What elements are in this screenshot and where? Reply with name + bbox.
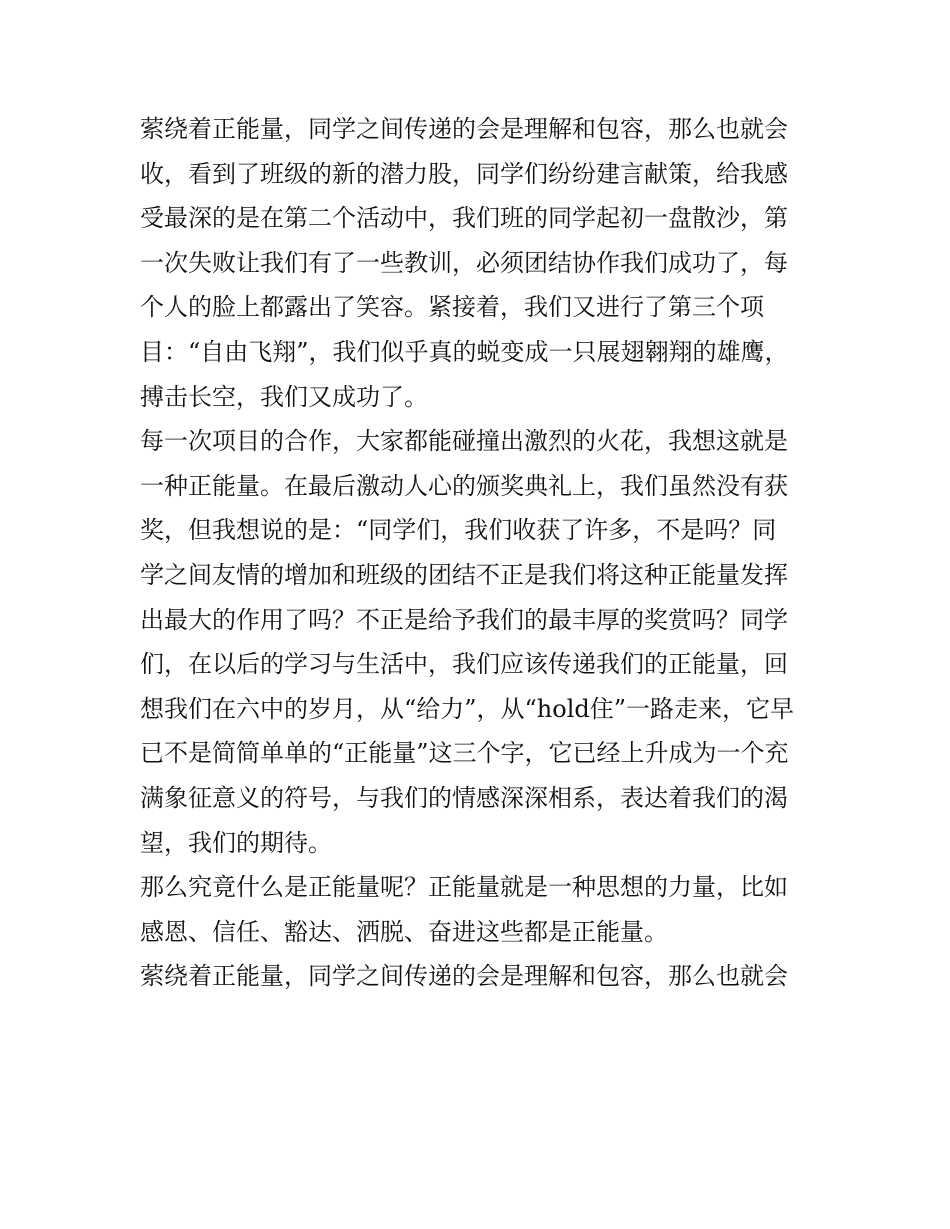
text-line: 收，看到了班级的新的潜力股，同学们纷纷建言献策，给我感	[140, 159, 788, 188]
text-line: 一种正能量。在最后激动人心的颁奖典礼上，我们虽然没有获	[140, 471, 788, 500]
text-line: 那么究竟什么是正能量呢？正能量就是一种思想的力量，比如	[140, 873, 788, 902]
text-line: 奖，但我想说的是：“同学们，我们收获了许多，不是吗？同	[140, 516, 777, 545]
text-line: 想我们在六中的岁月，从“给力”，从“hold住”一路走来，它早	[140, 694, 795, 723]
text-line: 搏击长空，我们又成功了。	[140, 382, 428, 411]
text-line: 个人的脸上都露出了笑容。紧接着，我们又进行了第三个项	[140, 293, 764, 322]
text-line: 感恩、信任、豁达、洒脱、奋进这些都是正能量。	[140, 917, 668, 946]
text-line: 目：“自由飞翔”，我们似乎真的蜕变成一只展翅翱翔的雄鹰，	[140, 337, 789, 366]
text-line: 每一次项目的合作，大家都能碰撞出激烈的火花，我想这就是	[140, 427, 788, 456]
text-line: 出最大的作用了吗？不正是给予我们的最丰厚的奖赏吗？同学	[140, 605, 788, 634]
text-line: 望，我们的期待。	[140, 828, 332, 857]
text-line: 学之间友情的增加和班级的团结不正是我们将这种正能量发挥	[140, 560, 788, 589]
text-line: 受最深的是在第二个活动中，我们班的同学起初一盘散沙，第	[140, 204, 788, 233]
text-line: 们，在以后的学习与生活中，我们应该传递我们的正能量，回	[140, 650, 788, 679]
document-body	[140, 107, 820, 999]
text-line: 萦绕着正能量，同学之间传递的会是理解和包容，那么也就会	[140, 115, 788, 143]
text-line: 已不是简简单单的“正能量”这三个字，它已经上升成为一个充	[140, 739, 789, 768]
text-line: 一次失败让我们有了一些教训，必须团结协作我们成功了，每	[140, 248, 788, 277]
text-line: 满象征意义的符号，与我们的情感深深相系，表达着我们的渴	[140, 783, 788, 812]
text-line: 萦绕着正能量，同学之间传递的会是理解和包容，那么也就会	[140, 962, 788, 991]
